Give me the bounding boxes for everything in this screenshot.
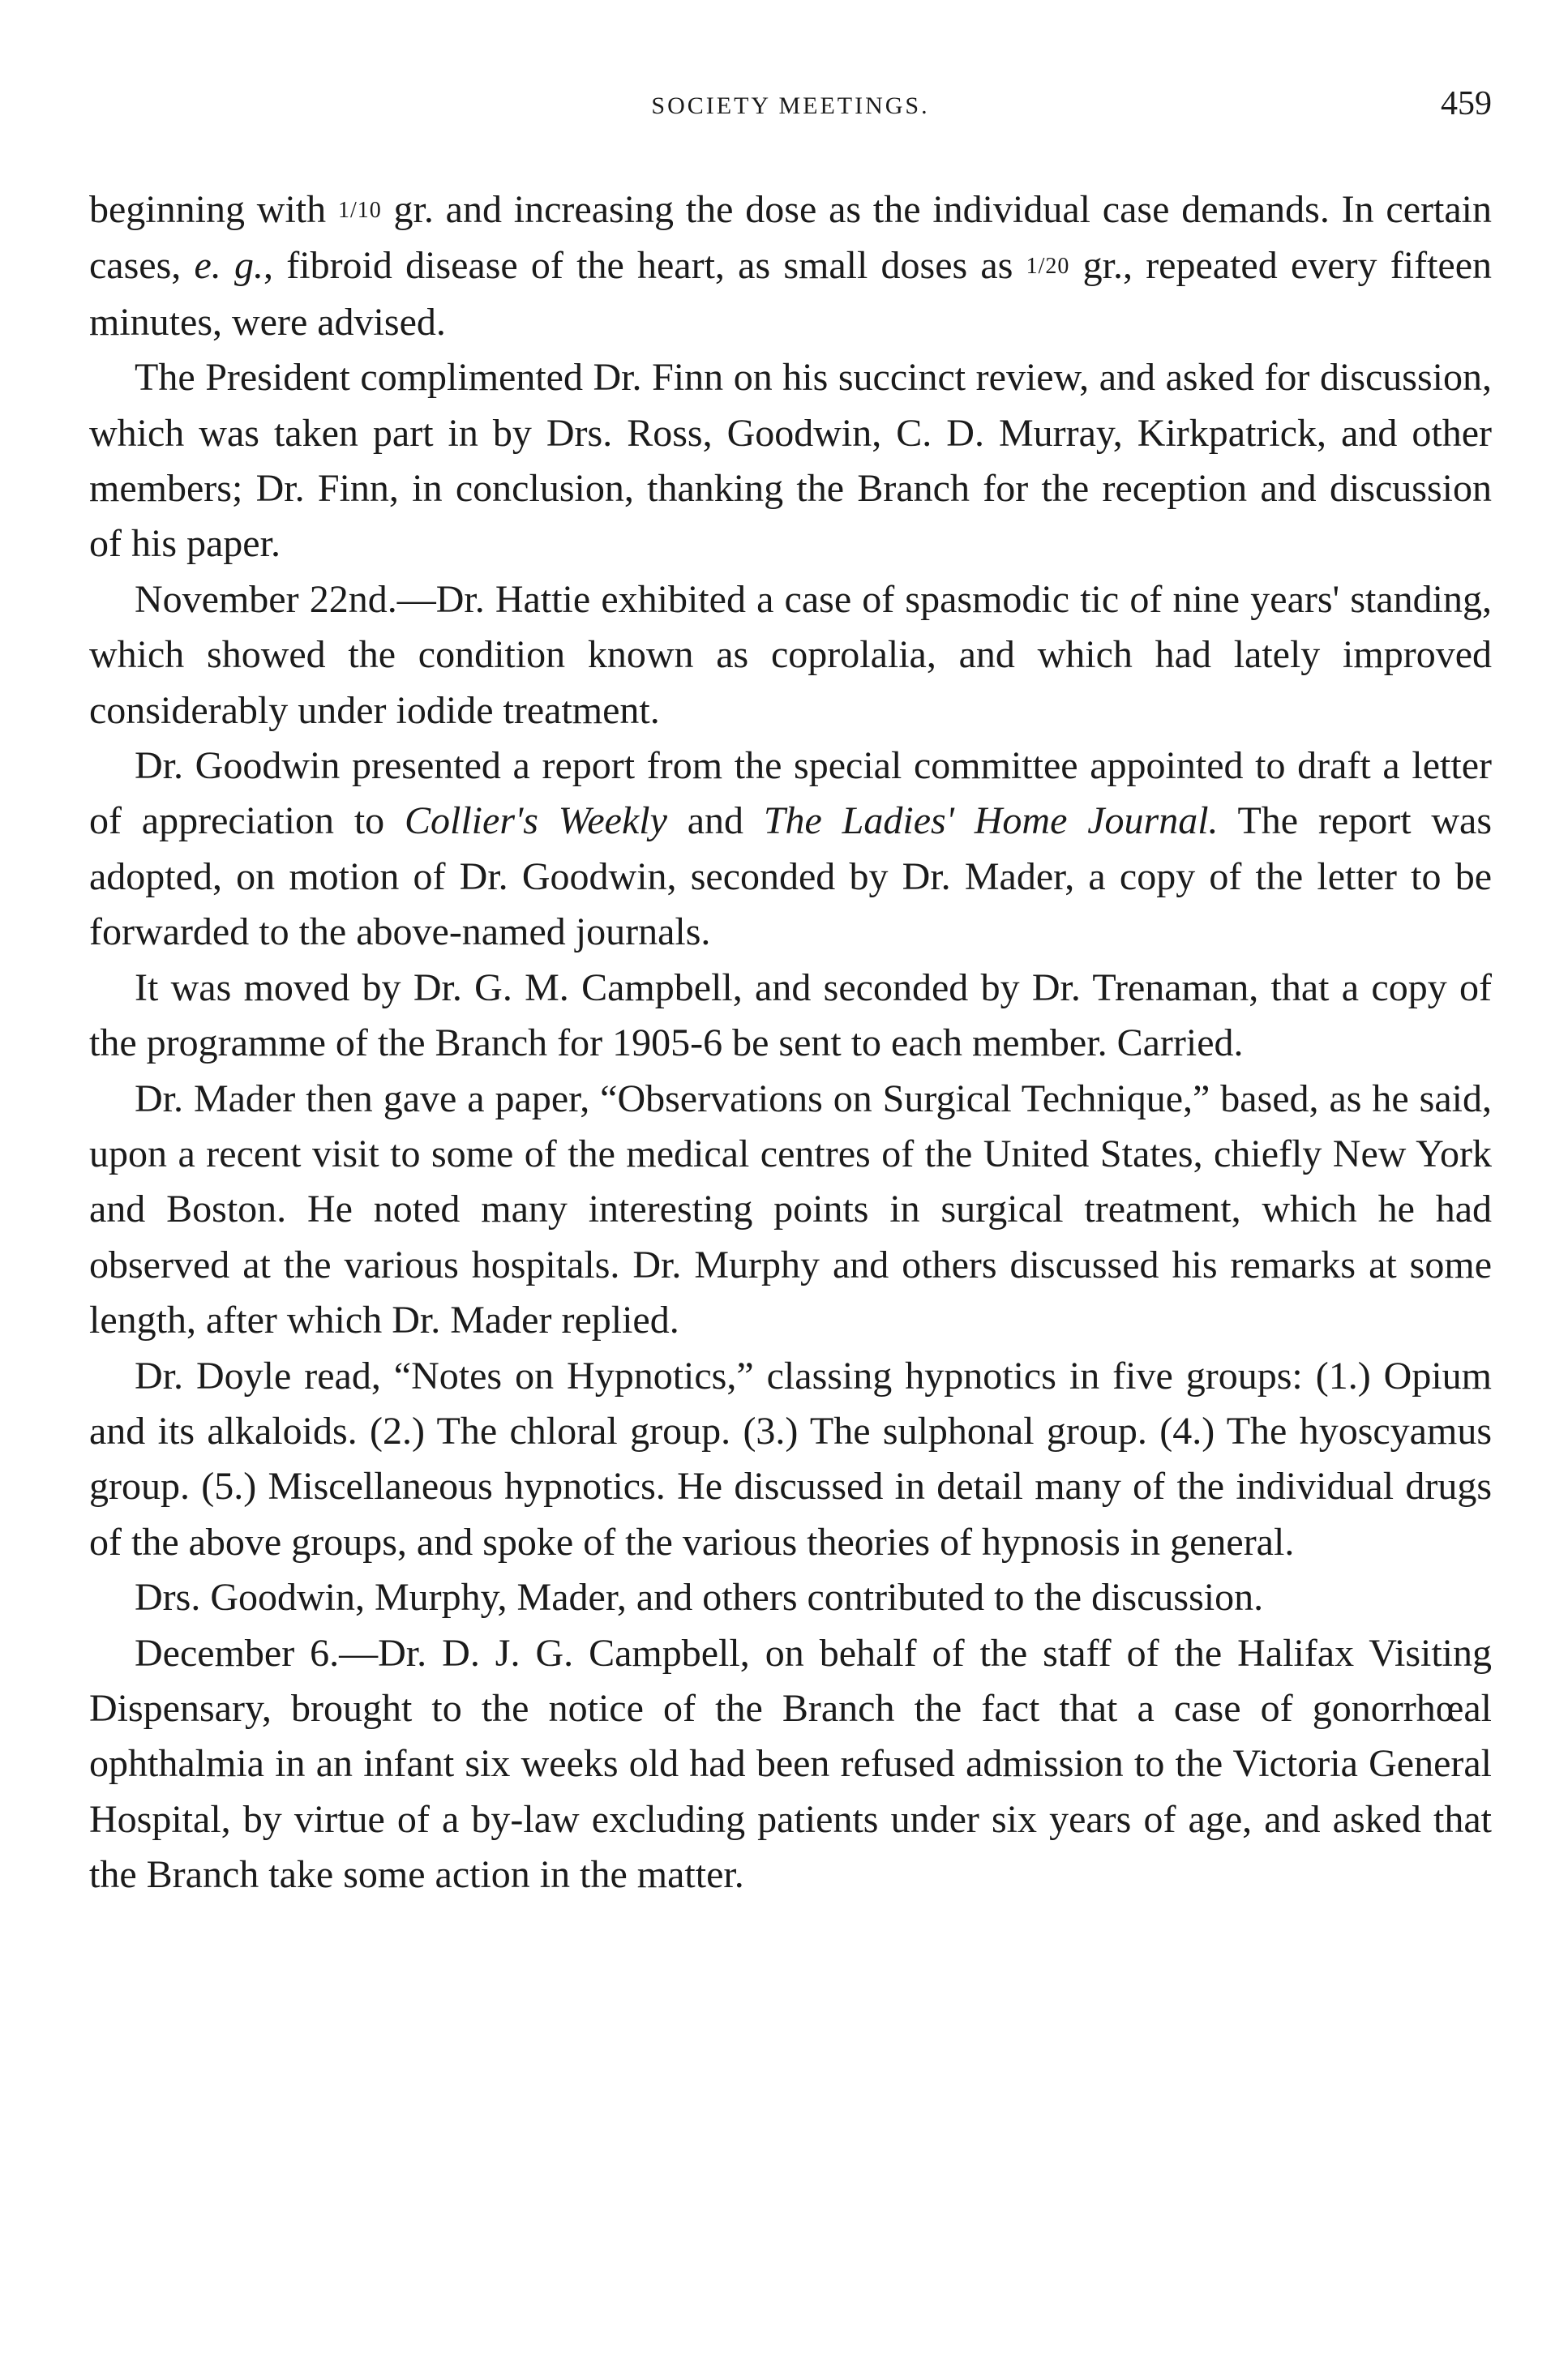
text-segment: It was moved by Dr. G. M. Campbell, and seconded by Dr. Trenaman, that a copy of the programme of the Branch for 1905-6 be sent to each member. Carried. — [89, 965, 1492, 1065]
paragraph-p8 — [89, 1570, 1492, 1625]
paragraph-p5 — [89, 961, 1492, 1072]
paragraph-p3 — [89, 572, 1492, 738]
fraction: 1/20 — [1026, 254, 1070, 280]
text-segment: beginning with — [89, 188, 338, 231]
running-title: SOCIETY MEETINGS. — [651, 92, 930, 119]
text-segment: November 22nd.—Dr. Hattie exhibited a case of spasmodic tic of nine years' standing, which showed the condition known as coprolalia, and which had lately improved considerably under iodide treatment. — [89, 577, 1492, 732]
page-number: 459 — [1441, 85, 1492, 122]
paragraph-p1 — [89, 182, 1492, 350]
text-segment: The report was adopted, on motion of Dr. Goodwin, seconded by Dr. Mader, a copy of the letter to be forwarded to the above-named journals. — [89, 799, 1493, 954]
text-segment: December 6.—Dr. D. J. G. Campbell, on behalf of the staff of the Halifax Visiting Dispensary, brought to the notice of the Branch the fact that a case of gonorrhœal ophthalmia in an infant six weeks old had been refused admission to the Victoria General Hospital, by virtue of a by-law excluding patients under six years of age, and asked that the Branch take some action in the matter. — [89, 1631, 1492, 1897]
italic-text: Collier's Weekly — [404, 799, 667, 843]
page-body — [89, 182, 1492, 1903]
text-segment: gr., repeated every fifteen minutes, were advised. — [89, 244, 1493, 344]
text-segment: Dr. Doyle read, “Notes on Hypnotics,” classing hypnotics in five groups: (1.) Opium and its alkaloids. (2.) The chloral group. (3.) The sulphonal group. (4.) The hyoscyamus group. (5.) Miscellaneous hypnotics. He discussed in detail many of the individual drugs of the above groups, and spoke of the various theories of hypnosis in general. — [89, 1354, 1492, 1564]
text-segment: gr. and increasing the dose as the individual case demands. In certain cases, — [89, 188, 1493, 288]
page-header — [89, 73, 1492, 138]
book-page — [89, 73, 1492, 1903]
paragraph-p9 — [89, 1626, 1492, 1903]
paragraph-p2 — [89, 350, 1492, 572]
italic-text: The Ladies' Home Journal. — [763, 799, 1219, 843]
text-segment: and — [666, 799, 764, 843]
text-segment: , fibroid disease of the heart, as small doses as — [263, 244, 1026, 288]
text-segment: Drs. Goodwin, Murphy, Mader, and others contributed to the discussion. — [135, 1576, 1264, 1620]
paragraph-p6 — [89, 1072, 1492, 1349]
paragraph-p4 — [89, 738, 1492, 961]
text-segment: Dr. Goodwin presented a report from the special committee appointed to draft a letter of appreciation to — [89, 744, 1492, 843]
italic-text: e. g. — [194, 244, 264, 288]
text-segment: The President complimented Dr. Finn on his succinct review, and asked for discussion, which was taken part in by Drs. Ross, Goodwin, C. D. Murray, Kirkpatrick, and other members; Dr. Finn, in conclusion, thanking the Branch for the reception and discussion of his paper. — [89, 356, 1492, 566]
paragraph-p7 — [89, 1349, 1492, 1571]
fraction: 1/10 — [337, 198, 382, 223]
text-segment: Dr. Mader then gave a paper, “Observations on Surgical Technique,” based, as he said, upon a recent visit to some of the medical centres of the United States, chiefly New York and Boston. He noted many interesting points in surgical treatment, which he had observed at the various hospitals. Dr. Murphy and others discussed his remarks at some length, after which Dr. Mader replied. — [89, 1077, 1492, 1342]
